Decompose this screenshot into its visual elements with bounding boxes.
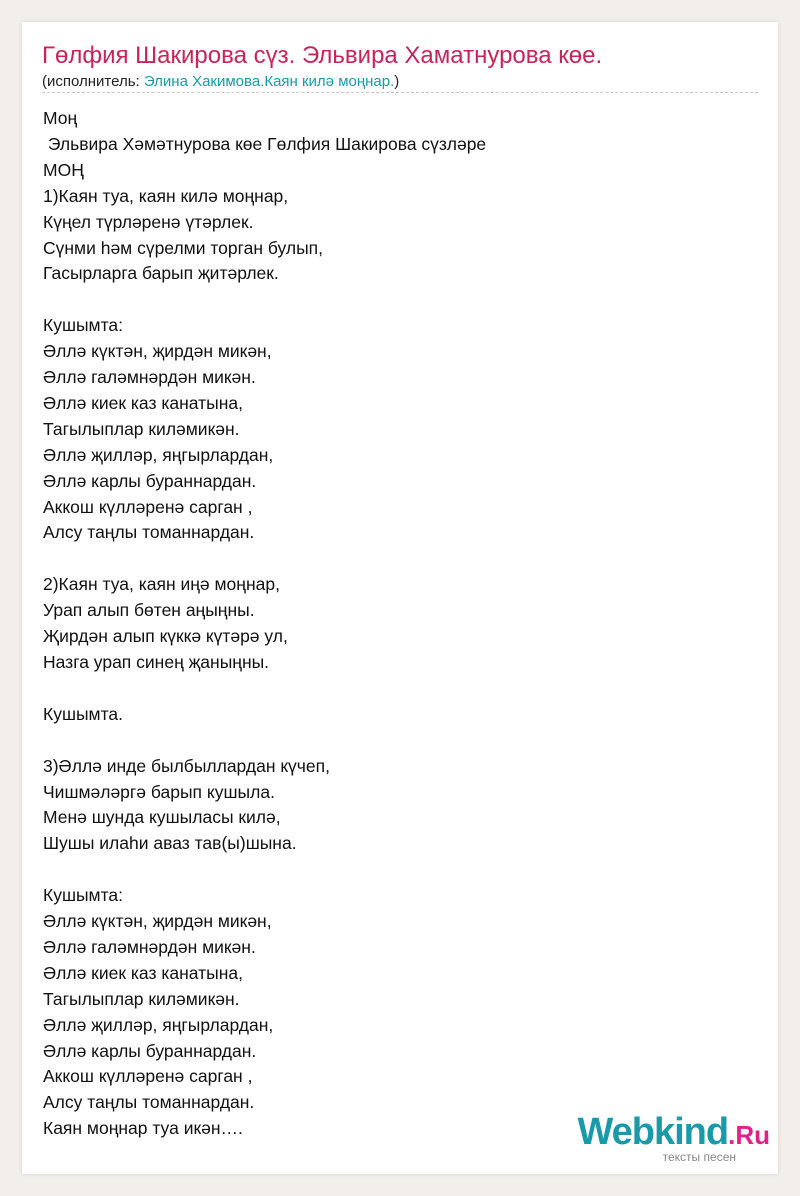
logo-tld: .Ru — [728, 1120, 770, 1150]
lyric-line: Каян моңнар туа икән…. — [43, 1118, 243, 1139]
lyric-line: Күңел түрләренә үтәрлек. — [43, 211, 254, 232]
lyric-line: Тагылыплар киләмикән. — [43, 418, 240, 439]
lyrics-page — [22, 22, 778, 1174]
lyric-line: Чишмәләргә барып кушыла. — [43, 781, 275, 802]
lyric-line: Кушымта: — [43, 885, 124, 906]
lyric-line: 2)Каян туа, каян иңә моңнар, — [43, 574, 280, 595]
page-title: Гөлфия Шакирова сүз. Эльвира Хаматнурова көе. — [42, 42, 603, 69]
lyric-line — [43, 676, 759, 702]
lyric-line: Менә шунда кушыласы килә, — [43, 807, 281, 828]
artist-line — [42, 73, 399, 90]
lyrics-text — [43, 106, 759, 1142]
lyric-line: Урап алып бөтен аңыңны. — [43, 600, 255, 621]
lyric-line: Гасырларга барып җитәрлек. — [43, 263, 279, 284]
lyric-line: Әллә карлы бураннардан. — [43, 1040, 257, 1061]
lyric-line: 1)Каян туа, каян килә моңнар, — [43, 185, 289, 206]
lyric-line — [43, 546, 759, 572]
lyric-line: Әллә күктән, җирдән микән, — [43, 341, 272, 362]
lyric-line: Җирдән алып күккә күтәрә ул, — [43, 626, 288, 647]
lyric-line — [43, 857, 759, 883]
lyric-line: Назга урап синең җаныңны. — [43, 652, 270, 672]
lyric-line: Әллә киек каз канатына, — [43, 392, 243, 413]
lyric-line — [43, 728, 759, 754]
lyric-line: Шушы илаһи аваз тав(ы)шына. — [43, 833, 297, 854]
lyric-line: Әллә җилләр, яңгырлардан, — [43, 1014, 274, 1035]
lyric-line: Сүнми һәм сүрелми торган булып, — [43, 237, 324, 258]
logo-tagline: тексты песен — [662, 1150, 736, 1164]
lyric-line: Алсу таңлы томаннардан. — [43, 522, 255, 543]
lyric-line: Әллә галәмнәрдән микән. — [43, 367, 256, 388]
artist-link[interactable]: Элина Хакимова.Каян килә моңнар. — [143, 73, 395, 90]
lyric-line: Кушымта: — [43, 315, 124, 336]
lyric-line: Аккош күлләренә сарган , — [43, 1066, 253, 1087]
header-divider — [42, 92, 758, 93]
artist-prefix: (исполнитель: — [42, 73, 144, 90]
lyric-line: Әллә күктән, җирдән микән, — [43, 911, 272, 932]
lyric-line: Әллә җилләр, яңгырлардан, — [43, 444, 274, 465]
lyric-line: Әллә карлы бураннардан. — [43, 470, 257, 491]
lyric-line: Кушымта. — [43, 703, 124, 724]
lyric-line: МОҢ — [43, 159, 84, 180]
lyric-line: Әллә киек каз канатына, — [43, 962, 243, 983]
lyric-line: Алсу таңлы томаннардан. — [43, 1092, 255, 1113]
logo-name: Webkind — [577, 1111, 729, 1153]
artist-suffix: ) — [394, 73, 400, 90]
lyric-line: Моң — [43, 108, 78, 128]
site-logo[interactable] — [577, 1113, 770, 1164]
lyric-line: Аккош күлләренә сарган , — [43, 496, 253, 517]
lyric-line — [43, 287, 759, 313]
lyric-line: Әллә галәмнәрдән микән. — [43, 936, 256, 957]
lyric-line: 3)Әллә инде былбыллардан күчеп, — [43, 755, 330, 776]
lyric-line: Тагылыплар киләмикән. — [43, 988, 240, 1009]
lyric-line: Эльвира Хәмәтнурова көе Гөлфия Шакирова сүзләре — [43, 133, 487, 154]
